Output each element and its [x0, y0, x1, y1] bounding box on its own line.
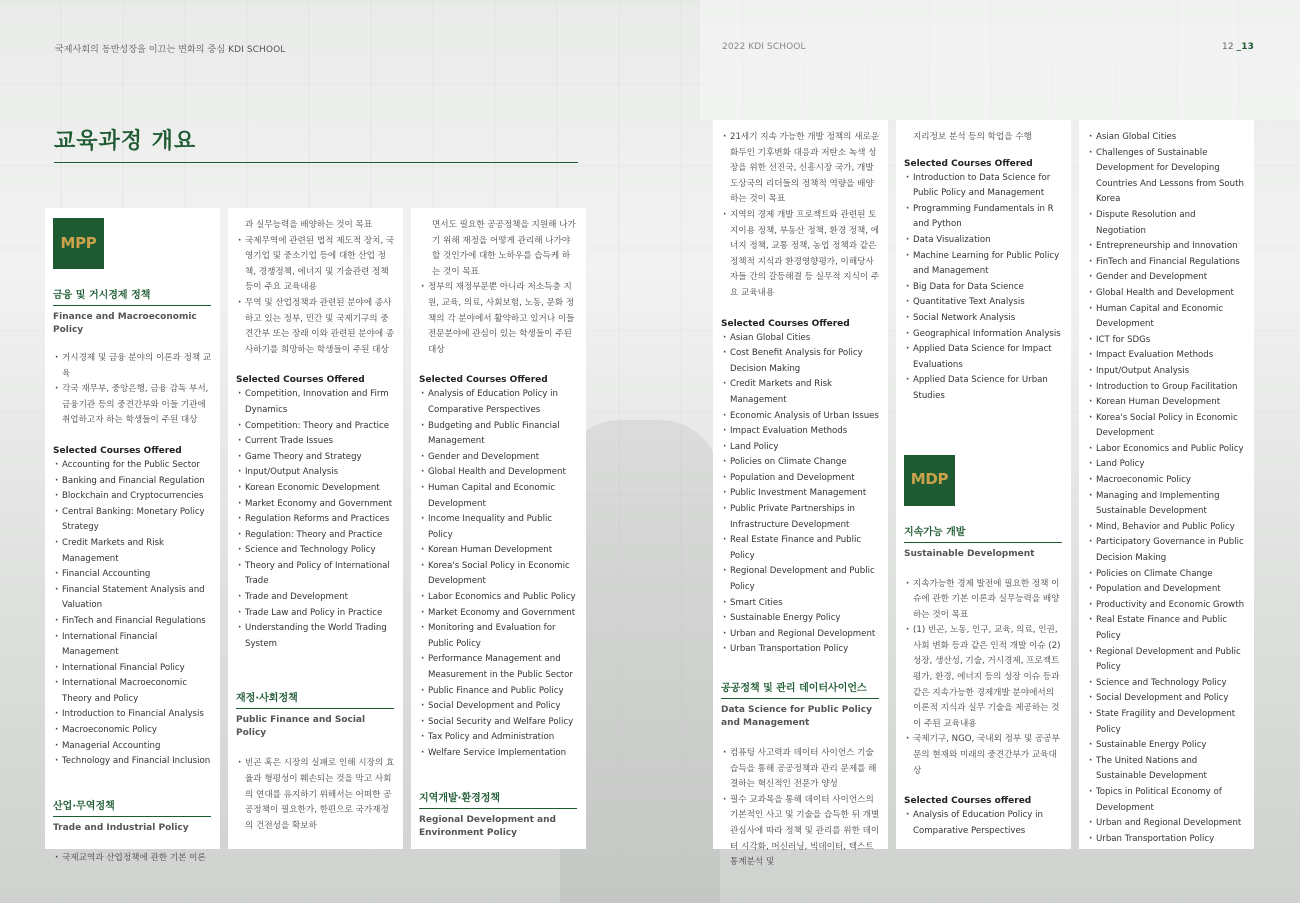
section-title-en: Trade and Industrial Policy	[53, 822, 189, 833]
course-item: · Global Health and Development	[419, 465, 578, 481]
course-item: · Sustainable Energy Policy	[1087, 738, 1246, 754]
column-2	[228, 208, 403, 849]
course-item: · Social Security and Welfare Policy	[419, 715, 578, 731]
course-item: · Global Health and Development	[1087, 286, 1246, 302]
section-description	[721, 130, 880, 302]
course-item: · Competition: Theory and Practice	[236, 419, 395, 435]
section-description	[904, 577, 1063, 780]
course-item: · Tax Policy and Administration	[419, 730, 578, 746]
course-item: · Korean Human Development	[1087, 395, 1246, 411]
description-item: · 빈곤 혹은 시장의 실패로 인해 시장의 효율과 형평성이 훼손되는 것을 막고 사회의 연대를 유지하기 위해서는 어떠한 공공정책이 필요한가, 한편으로 국가재정의 건전성을 확보하	[236, 756, 395, 834]
courses-heading: Selected Courses Offered	[236, 375, 365, 386]
course-item: · Productivity and Economic Growth	[1087, 598, 1246, 614]
section-divider	[53, 305, 211, 306]
course-item: · Social Network Analysis	[904, 311, 1063, 327]
course-item: · Participatory Governance in Public Decision Making	[1087, 535, 1246, 566]
description-item: · 국제기구, NGO, 국내외 정부 및 공공부문의 현재와 미래의 중견간부가 교육대상	[904, 732, 1063, 779]
section-divider	[419, 808, 577, 809]
course-item: · Cost Benefit Analysis for Policy Decision Making	[721, 346, 880, 377]
page-number-left: 12	[1222, 42, 1234, 52]
courses-heading: Selected Courses offered	[904, 796, 1032, 807]
course-item: · Regulation: Theory and Practice	[236, 528, 395, 544]
course-item: · Banking and Financial Regulation	[53, 474, 212, 490]
course-item: · Machine Learning for Public Policy and Management	[904, 249, 1063, 280]
course-item: · Entrepreneurship and Innovation	[1087, 239, 1246, 255]
course-item: · Technology and Financial Inclusion	[53, 754, 212, 770]
course-item: · Economic Analysis of Urban Issues	[721, 409, 880, 425]
course-item: · Topics in Political Economy of Development	[1087, 785, 1246, 816]
section-description	[53, 851, 212, 867]
course-item: · Asian Global Cities	[1087, 130, 1246, 146]
column-4	[713, 120, 888, 868]
course-item: · Market Economy and Government	[419, 606, 578, 622]
course-item: · Urban and Regional Development	[721, 627, 880, 643]
section-title-ko: 공공정책 및 관리 데이터사이언스	[721, 683, 867, 694]
course-item: · Analysis of Education Policy in Comparative Perspectives	[419, 387, 578, 418]
column-6	[1079, 120, 1254, 849]
course-item: · Impact Evaluation Methods	[1087, 348, 1246, 364]
course-item: · Social Development and Policy	[419, 699, 578, 715]
course-item: · FinTech and Financial Regulations	[1087, 255, 1246, 271]
course-item: · Land Policy	[721, 440, 880, 456]
column-1	[45, 208, 220, 863]
section-title-en: Finance and Macroeconomic Policy	[53, 312, 197, 335]
courses-heading: Selected Courses Offered	[419, 375, 548, 386]
section-title-ko: 산업·무역정책	[53, 800, 115, 812]
course-item: · Programming Fundamentals in R and Python	[904, 202, 1063, 233]
page-title: 교육과정 개요	[54, 129, 197, 154]
course-item: · Social Development and Policy	[1087, 691, 1246, 707]
course-item: · Introduction to Group Facilitation	[1087, 380, 1246, 396]
course-list	[1087, 130, 1246, 847]
course-item: · Understanding the World Trading System	[236, 621, 395, 652]
section-title-en: Public Finance and Social Policy	[236, 715, 366, 739]
course-item: · Korean Human Development	[419, 543, 578, 559]
section-description	[53, 351, 212, 429]
course-item: · Financial Statement Analysis and Valuation	[53, 583, 212, 614]
courses-heading: Selected Courses Offered	[904, 158, 1033, 169]
course-item: · Current Trade Issues	[236, 434, 395, 450]
description-continued: 면서도 필요한 공공정책을 지원해 나가기 위해 재정을 어떻게 관리해 나가야 할 것인가에 대한 노하우를 습득케 하는 것이 목표	[432, 220, 576, 277]
course-item: · Macroeconomic Policy	[1087, 473, 1246, 489]
course-item: · Policies on Climate Change	[721, 455, 880, 471]
section-divider	[236, 708, 394, 709]
course-item: · Science and Technology Policy	[1087, 676, 1246, 692]
course-list	[904, 808, 1063, 839]
course-item: · Introduction to Data Science for Public Policy and Management	[904, 171, 1063, 202]
section-title-en: Regional Development and Environment Policy	[419, 814, 556, 838]
course-item: · Real Estate Finance and Public Policy	[1087, 613, 1246, 644]
section-title-en: Data Science for Public Policy and Management	[721, 705, 872, 728]
course-item: · Mind, Behavior and Public Policy	[1087, 520, 1246, 536]
course-item: · Theory and Policy of International Trade	[236, 559, 395, 590]
course-list	[236, 387, 395, 652]
course-item: · FinTech and Financial Regulations	[53, 614, 212, 630]
section-title-ko: 재정·사회정책	[236, 693, 298, 705]
course-item: · Financial Accounting	[53, 567, 212, 583]
mpp-badge: MPP	[53, 218, 104, 269]
course-list	[721, 331, 880, 658]
course-item: · Competition, Innovation and Firm Dynamics	[236, 387, 395, 418]
course-item: · Korea's Social Policy in Economic Development	[419, 559, 578, 590]
course-item: · Input/Output Analysis	[236, 465, 395, 481]
section-title-ko: 금융 및 거시경제 정책	[53, 290, 151, 301]
course-item: · Macroeconomic Policy	[53, 723, 212, 739]
description-item: · 거시경제 및 금융 분야의 이론과 정책 교육	[53, 351, 212, 382]
header-center-text: 2022 KDI SCHOOL	[722, 42, 806, 52]
course-item: · Analysis of Education Policy in Comparative Perspectives	[904, 808, 1063, 839]
course-item: · Blockchain and Cryptocurrencies	[53, 489, 212, 505]
column-5	[896, 120, 1071, 849]
course-item: · Urban Transportation Policy	[721, 642, 880, 658]
course-item: · Monitoring and Evaluation for Public Policy	[419, 621, 578, 652]
course-item: · Real Estate Finance and Public Policy	[721, 533, 880, 564]
course-item: · Regional Development and Public Policy	[721, 564, 880, 595]
description-item: · 각국 재무부, 중앙은행, 금융 감독 부서, 금융기관 등의 중견간부와 이들 기관에 취업하고자 하는 학생들이 주된 대상	[53, 382, 212, 429]
course-item: · Dispute Resolution and Negotiation	[1087, 208, 1246, 239]
description-item: · 무역 및 산업정책과 관련된 분야에 종사하고 있는 정부, 민간 및 국제기구의 중견간부 또는 장래 이와 관련된 분야에 종사하기를 희망하는 학생들이 주된 대상	[236, 296, 395, 358]
course-item: · Data Visualization	[904, 233, 1063, 249]
course-item: · Impact Evaluation Methods	[721, 424, 880, 440]
course-item: · Gender and Development	[419, 450, 578, 466]
mdp-badge: MDP	[904, 455, 955, 506]
section-description	[721, 746, 880, 871]
page-numbers	[1222, 42, 1254, 52]
course-item: · Science and Technology Policy	[236, 543, 395, 559]
section-divider	[53, 816, 211, 817]
course-item: · Regulation Reforms and Practices	[236, 512, 395, 528]
course-item: · Trade Law and Policy in Practice	[236, 606, 395, 622]
section-description	[236, 234, 395, 359]
course-item: · Urban Transportation Policy	[1087, 832, 1246, 848]
course-item: · Challenges of Sustainable Development for Developing Countries And Lessons from South Korea	[1087, 146, 1246, 208]
course-item: · Credit Markets and Risk Management	[53, 536, 212, 567]
description-item: · 국제교역과 산업정책에 관한 기본 이론	[53, 851, 212, 867]
description-item: · 지속가능한 경제 발전에 필요한 정책 이슈에 관한 기본 이론과 실무능력을 배양하는 것이 목표	[904, 577, 1063, 624]
course-item: · International Financial Management	[53, 630, 212, 661]
course-item: · State Fragility and Development Policy	[1087, 707, 1246, 738]
course-list	[419, 387, 578, 761]
course-item: · Applied Data Science for Impact Evaluations	[904, 342, 1063, 373]
course-item: · Managerial Accounting	[53, 739, 212, 755]
course-item: · Sustainable Energy Policy	[721, 611, 880, 627]
course-item: · International Macroeconomic Theory and Policy	[53, 676, 212, 707]
course-item: · Geographical Information Analysis	[904, 327, 1063, 343]
course-item: · Public Investment Management	[721, 486, 880, 502]
course-item: · Policies on Climate Change	[1087, 567, 1246, 583]
description-continued: 과 실무능력을 배양하는 것이 목표	[245, 220, 373, 230]
course-item: · Human Capital and Economic Development	[419, 481, 578, 512]
course-item: · Public Finance and Public Policy	[419, 684, 578, 700]
section-divider	[721, 698, 879, 699]
course-item: · Labor Economics and Public Policy	[1087, 442, 1246, 458]
course-item: · International Financial Policy	[53, 661, 212, 677]
section-title-ko: 지역개발·환경정책	[419, 792, 501, 804]
course-item: · Land Policy	[1087, 457, 1246, 473]
header-left-text: 국제사회의 동반성장을 이끄는 변화의 중심 KDI SCHOOL	[55, 45, 286, 55]
course-item: · Gender and Development	[1087, 270, 1246, 286]
page-number-right: _13	[1236, 42, 1254, 52]
course-item: · Market Economy and Government	[236, 497, 395, 513]
background-photo-highlight	[700, 0, 1300, 120]
course-item: · Game Theory and Strategy	[236, 450, 395, 466]
course-item: · Labor Economics and Public Policy	[419, 590, 578, 606]
section-title-ko: 지속가능 개발	[904, 526, 966, 538]
course-item: · Quantitative Text Analysis	[904, 295, 1063, 311]
course-list	[53, 458, 212, 770]
course-item: · Urban and Regional Development	[1087, 816, 1246, 832]
course-item: · Performance Management and Measurement in the Public Sector	[419, 652, 578, 683]
description-item: · (1) 빈곤, 노동, 인구, 교육, 의료, 인권, 사회 변화 등과 같은 인적 개발 이슈 (2) 성장, 생산성, 기술, 거시경제, 프로젝트 평가, 환경, 에너지 등의 성장 이슈 등과 같은 지속가능한 경제개발 분야에서의 이론적 지식과 실무 기술을 제공하는 것이 주된 교육내용	[904, 623, 1063, 732]
course-item: · Korean Economic Development	[236, 481, 395, 497]
course-item: · Human Capital and Economic Development	[1087, 302, 1246, 333]
section-description	[236, 756, 395, 834]
course-item: · Managing and Implementing Sustainable Development	[1087, 489, 1246, 520]
description-continued: 지리정보 분석 등의 학업을 수행	[913, 132, 1032, 142]
course-item: · Central Banking: Monetary Policy Strategy	[53, 505, 212, 536]
courses-heading: Selected Courses Offered	[53, 445, 182, 456]
course-item: · Population and Development	[1087, 582, 1246, 598]
course-item: · Accounting for the Public Sector	[53, 458, 212, 474]
section-divider	[904, 542, 1062, 543]
course-item: · Welfare Service Implementation	[419, 746, 578, 762]
course-list	[904, 171, 1063, 405]
title-divider	[54, 162, 578, 163]
course-item: · The United Nations and Sustainable Development	[1087, 754, 1246, 785]
description-item: · 지역의 경제 개발 프로젝트와 관련된 토지이용 정책, 부동산 정책, 환경 정책, 에너지 정책, 교통 정책, 농업 정책과 같은 정책적 지식과 환경영향평가, 이해당사자들 간의 갈등해결 등 실무적 지식이 주요 교육내용	[721, 208, 880, 302]
course-item: · Regional Development and Public Policy	[1087, 645, 1246, 676]
section-description	[419, 280, 578, 358]
description-item: · 정부의 재정부문뿐 아니라 저소득층 지원, 교육, 의료, 사회보험, 노동, 문화 정책의 각 분야에서 활약하고 있거나 이들 전문분야에 관심이 있는 학생들이 주된 대상	[419, 280, 578, 358]
course-item: · Credit Markets and Risk Management	[721, 377, 880, 408]
column-3	[411, 208, 586, 849]
course-item: · Introduction to Financial Analysis	[53, 707, 212, 723]
course-item: · Budgeting and Public Financial Management	[419, 419, 578, 450]
description-item: · 컴퓨팅 사고력과 데이터 사이언스 기술 습득을 통해 공공정책과 관리 문제를 해결하는 혁신적인 전문가 양성	[721, 746, 880, 793]
description-item: · 필수 교과목을 통해 데이터 사이언스의 기본적인 사고 및 기술을 습득한 뒤 개별 관심사에 따라 정책 및 관리를 위한 데이터 시각화, 머신러닝, 빅데이터, 텍스트 통계분석 및	[721, 793, 880, 871]
course-item: · Public Private Partnerships in Infrastructure Development	[721, 502, 880, 533]
course-item: · Applied Data Science for Urban Studies	[904, 373, 1063, 404]
course-item: · Population and Development	[721, 471, 880, 487]
course-item: · Input/Output Analysis	[1087, 364, 1246, 380]
section-title-en: Sustainable Development	[904, 548, 1035, 559]
course-item: · Smart Cities	[721, 596, 880, 612]
course-item: · Korea's Social Policy in Economic Development	[1087, 411, 1246, 442]
description-item: · 국제무역에 관련된 법적 제도적 장치, 국영기업 및 중소기업 등에 대한 산업 정책, 경쟁정책, 에너지 및 기술관련 정책 등이 주요 교육내용	[236, 234, 395, 296]
course-item: · Asian Global Cities	[721, 331, 880, 347]
description-item: · 21세기 지속 가능한 개발 정책의 새로운 화두인 기후변화 대응과 저탄소 녹색 성장을 위한 선진국, 신흥시장 국가, 개발도상국의 리더들의 정책적 역량을 배양하는 것이 목표	[721, 130, 880, 208]
course-item: · Big Data for Data Science	[904, 280, 1063, 296]
course-item: · Income Inequality and Public Policy	[419, 512, 578, 543]
courses-heading: Selected Courses Offered	[721, 318, 850, 329]
course-item: · Trade and Development	[236, 590, 395, 606]
course-item: · ICT for SDGs	[1087, 333, 1246, 349]
